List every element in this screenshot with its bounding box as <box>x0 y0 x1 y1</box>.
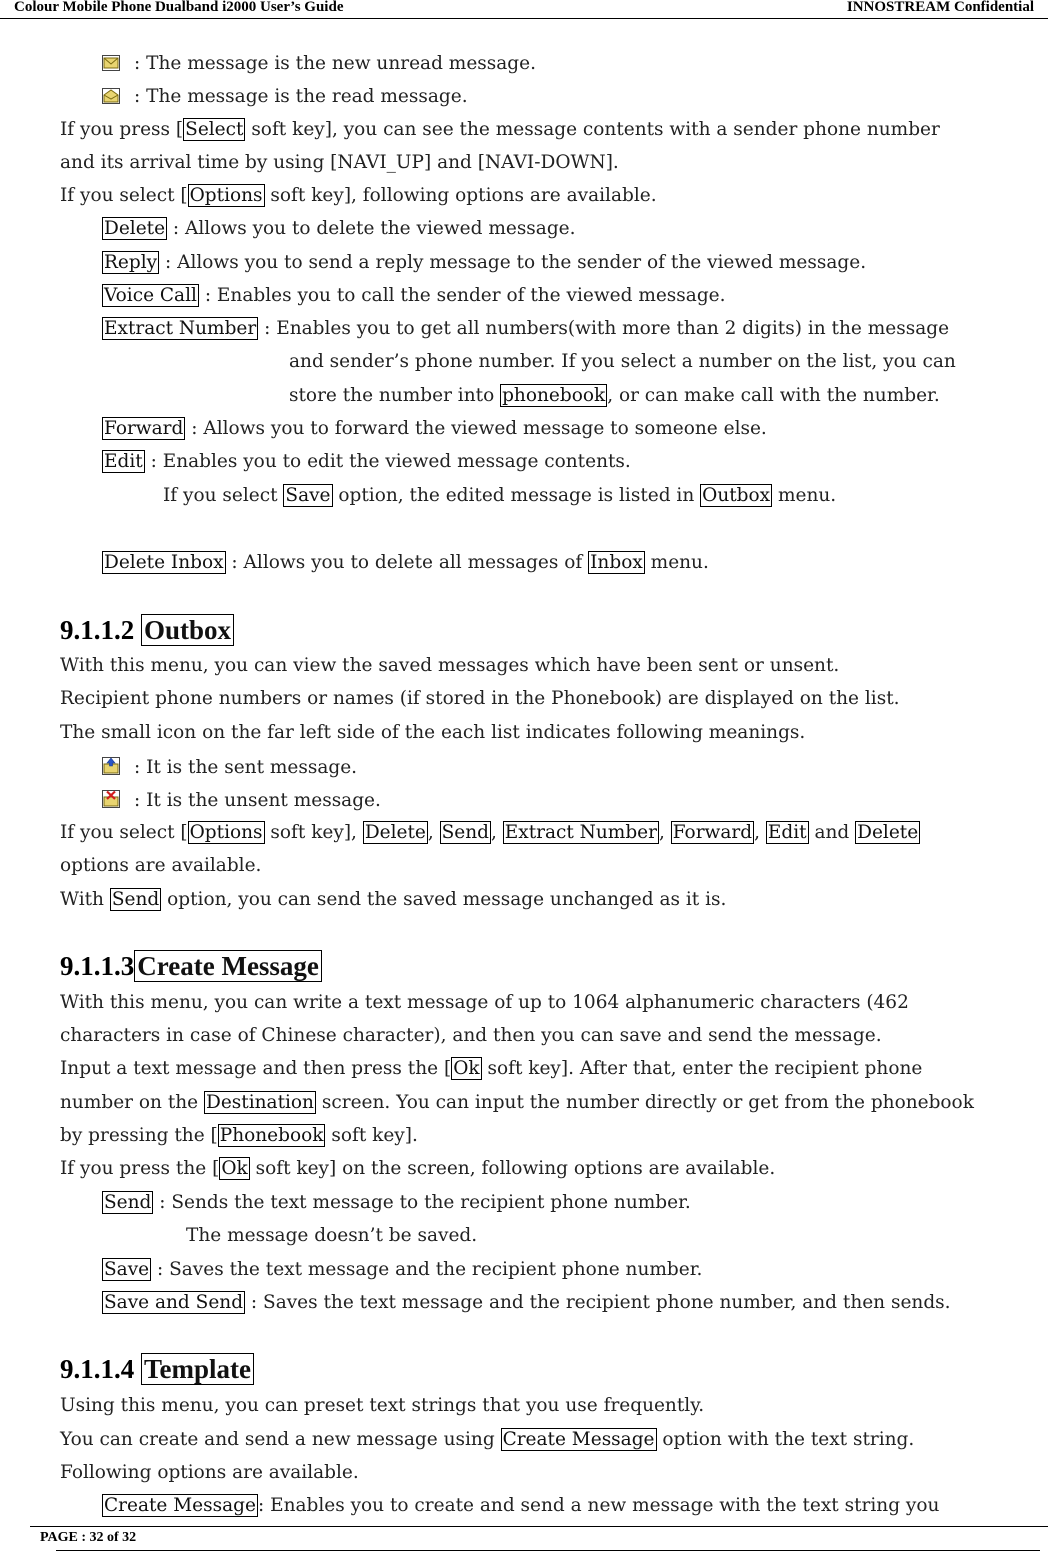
option-create-message: Create Message : Enables you to create and send a new message with the text string you <box>104 1495 940 1516</box>
create-line-4: number on the Destination screen. You can input the number directly or get from the phonebook <box>60 1092 974 1113</box>
inbox-icon-read-text: : The message is the read message. <box>134 86 468 107</box>
inbox-icon-new-text: : The message is the new unread message. <box>134 53 536 74</box>
outbox-label: Outbox <box>702 485 771 506</box>
option-extract-number: Extract Number : Enables you to get all numbers(with more than 2 digits) in the message <box>104 318 950 339</box>
options-key-label: Options <box>189 822 263 843</box>
option-label: Save <box>104 1259 150 1280</box>
option-label: Reply <box>104 252 158 273</box>
option-label: Edit <box>104 451 143 472</box>
footer-rule-top <box>30 1526 1048 1527</box>
ok-key-label: Ok <box>221 1158 248 1179</box>
outbox-line-3: The small icon on the far left side of the each list indicates following meanings. <box>60 722 806 743</box>
outbox-send-line: With Send option, you can send the saved message unchanged as it is. <box>60 889 727 910</box>
option-edit-l2: If you select Save option, the edited message is listed in Outbox menu. <box>163 485 837 506</box>
inbox-label: Inbox <box>590 552 643 573</box>
inbox-para-navi: and its arrival time by using [NAVI_UP] and [NAVI-DOWN]. <box>60 152 619 173</box>
option-label: Delete <box>364 822 426 843</box>
outbox-line-5: options are available. <box>60 855 262 876</box>
create-line-1: With this menu, you can write a text message of up to 1064 alphanumeric characters (462 <box>60 992 909 1013</box>
option-label: Delete <box>857 822 919 843</box>
option-extract-number-l3: store the number into phonebook , or can make call with the number. <box>289 385 940 406</box>
inbox-icon-new <box>102 52 536 78</box>
outbox-icon-sent <box>102 756 357 782</box>
heading-template: 9.1.1.4 Template <box>60 1352 254 1386</box>
create-line-3: Input a text message and then press the [ Ok soft key]. After that, enter the recipient phone <box>60 1058 923 1079</box>
page-number: PAGE : 32 of 32 <box>40 1530 137 1545</box>
outbox-icon-sent-text: : It is the sent message. <box>134 757 358 778</box>
option-label: Forward <box>104 418 184 439</box>
option-save: Save : Saves the text message and the recipient phone number. <box>104 1259 703 1280</box>
option-save-and-send: Save and Send : Saves the text message and the recipient phone number, and then sends. <box>104 1292 951 1313</box>
option-send: Send : Sends the text message to the recipient phone number. <box>104 1192 691 1213</box>
option-label: Send <box>104 1192 152 1213</box>
option-delete-inbox: Delete Inbox : Allows you to delete all messages of Inbox menu. <box>104 552 709 573</box>
create-line-6: If you press the [ Ok soft key] on the screen, following options are available. <box>60 1158 776 1179</box>
option-label: Forward <box>672 822 753 843</box>
outbox-icon-unsent <box>102 789 381 815</box>
outbox-line-1: With this menu, you can view the saved messages which have been sent or unsent. <box>60 655 840 676</box>
select-key-label: Select <box>185 119 244 140</box>
option-label: Send <box>441 822 489 843</box>
option-label: Save and Send <box>104 1292 244 1313</box>
heading-title: Create Message <box>134 950 322 982</box>
phonebook-key-label: Phonebook <box>219 1125 324 1146</box>
heading-outbox: 9.1.1.2 Outbox <box>60 613 234 647</box>
ok-key-label: Ok <box>453 1058 480 1079</box>
outbox-line-2: Recipient phone numbers or names (if stored in the Phonebook) are displayed on the list. <box>60 688 900 709</box>
option-reply: Reply : Allows you to send a reply message to the sender of the viewed message. <box>104 252 867 273</box>
create-message-label: Create Message <box>502 1429 655 1450</box>
inbox-para-options: If you select [ Options soft key], following options are available. <box>60 185 657 206</box>
sent-message-icon <box>102 757 120 782</box>
inbox-icon-read <box>102 85 468 111</box>
inbox-para-select: If you press [ Select soft key], you can see the message contents with a sender phone number <box>60 119 940 140</box>
send-label: Send <box>111 889 160 910</box>
unsent-message-icon <box>102 790 120 815</box>
option-label: Extract Number <box>504 822 657 843</box>
create-line-5: by pressing the [ Phonebook soft key]. <box>60 1125 418 1146</box>
outbox-icon-unsent-text: : It is the unsent message. <box>134 790 381 811</box>
option-voice-call: Voice Call : Enables you to call the sender of the viewed message. <box>104 285 726 306</box>
page-header <box>0 0 1048 19</box>
outbox-options-line: If you select [ Options soft key], Delete , Send , Extract Number , Forward , Edit and Delete <box>60 822 919 843</box>
option-edit: Edit : Enables you to edit the viewed message contents. <box>104 451 631 472</box>
option-forward: Forward : Allows you to forward the viewed message to someone else. <box>104 418 767 439</box>
template-line-1: Using this menu, you can preset text strings that you use frequently. <box>60 1395 705 1416</box>
heading-title: Outbox <box>141 614 234 646</box>
read-envelope-icon <box>102 87 120 111</box>
option-label: Create Message <box>104 1495 256 1516</box>
new-unread-envelope-icon <box>102 54 120 78</box>
option-extract-number-l2: and sender’s phone number. If you select a number on the list, you can <box>289 351 956 372</box>
header-title: Colour Mobile Phone Dualband i2000 User’s Guide <box>14 0 344 15</box>
options-key-label: Options <box>189 185 263 206</box>
option-send-l2: The message doesn’t be saved. <box>186 1225 478 1246</box>
destination-label: Destination <box>206 1092 314 1113</box>
option-label: Voice Call <box>104 285 197 306</box>
option-delete: Delete : Allows you to delete the viewed message. <box>104 218 576 239</box>
page-footer <box>0 1526 1048 1552</box>
header-confidential: INNOSTREAM Confidential <box>846 0 1034 15</box>
heading-create-message: 9.1.1.3 Create Message <box>60 949 322 983</box>
option-label: Edit <box>767 822 807 843</box>
template-line-3: Following options are available. <box>60 1462 359 1483</box>
option-label: Extract Number <box>104 318 257 339</box>
heading-title: Template <box>141 1353 254 1385</box>
phonebook-label: phonebook <box>502 385 606 406</box>
create-line-2: characters in case of Chinese character), and then you can save and send the message. <box>60 1025 882 1046</box>
save-label: Save <box>285 485 331 506</box>
option-label: Delete <box>104 218 166 239</box>
template-line-2: You can create and send a new message using Create Message option with the text string. <box>60 1429 915 1450</box>
option-label: Delete Inbox <box>104 552 224 573</box>
